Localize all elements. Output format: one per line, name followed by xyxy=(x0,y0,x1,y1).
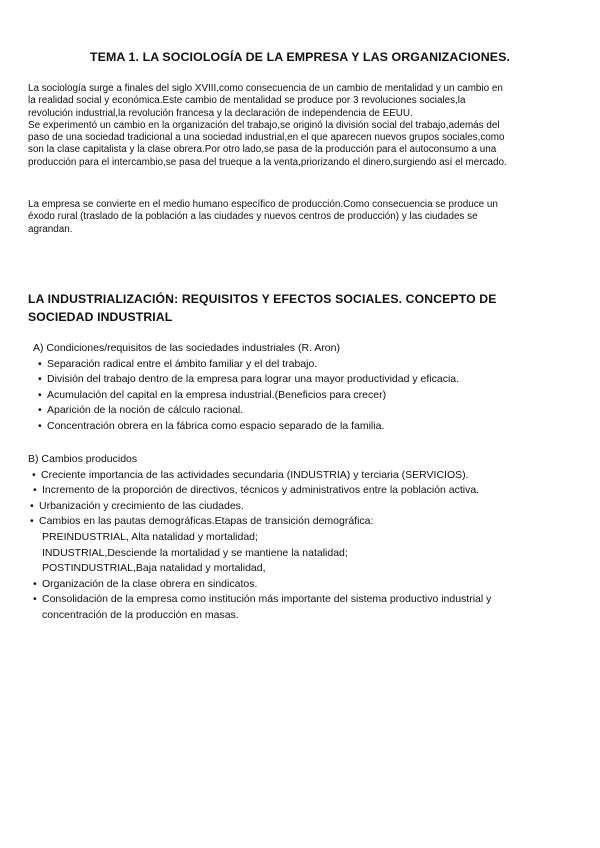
change-item: • Consolidación de la empresa como institución más importante del sistema productivo industrial y xyxy=(28,592,588,608)
condition-item: • Concentración obrera en la fábrica como espacio separado de la familia. xyxy=(28,419,588,435)
demographic-stage: INDUSTRIAL,Desciende la mortalidad y se mantiene la natalidad; xyxy=(42,546,348,559)
condition-item: • División del trabajo dentro de la empresa para lograr una mayor productividad y eficacia. xyxy=(28,372,588,388)
section-heading-line: LA INDUSTRIALIZACIÓN: REQUISITOS Y EFECTOS SOCIALES. CONCEPTO DE xyxy=(28,292,497,306)
document-title: TEMA 1. LA SOCIOLOGÍA DE LA EMPRESA Y LAS ORGANIZACIONES. xyxy=(89,50,511,64)
demographic-stage: POSTINDUSTRIAL,Baja natalidad y mortalidad, xyxy=(42,562,266,575)
condition-item: • Aparición de la noción de cálculo racional. xyxy=(28,403,588,419)
changes-list xyxy=(28,452,588,624)
section-heading-line: SOCIEDAD INDUSTRIAL xyxy=(28,310,173,324)
change-item-continuation: concentración de la producción en masas. xyxy=(42,608,239,621)
intro-line: La sociología surge a finales del siglo XVIII,como consecuencia de un cambio de mentalidad y un cambio en xyxy=(28,83,503,94)
intro-line: revolución industrial,la revolución francesa y la declaración de independencia de EEUU. xyxy=(28,107,413,119)
change-item: • Urbanización y crecimiento de las ciudades. xyxy=(28,499,588,515)
change-item: • Cambios en las pautas demográficas.Etapas de transición demográfica: xyxy=(28,514,588,530)
empresa-line: La empresa se convierte en el medio humano específico de producción.Como consecuencia se produce un xyxy=(28,199,498,210)
intro-line: son la clase capitalista y la clase obrera.Por otro lado,se pasa de la producción para el autoconsumo a una xyxy=(28,144,497,156)
condition-item: • Separación radical entre el ámbito familiar y el del trabajo. xyxy=(28,357,588,373)
demographic-stage: PREINDUSTRIAL, Alta natalidad y mortalidad; xyxy=(42,530,258,543)
intro-line: Se experimentó un cambio en la organización del trabajo,se originó la división social del trabajo,además del xyxy=(28,119,500,131)
section-heading xyxy=(28,290,578,326)
conditions-list xyxy=(28,341,588,435)
change-item: • Organización de la clase obrera en sindicatos. xyxy=(28,577,588,593)
change-item: • Incremento de la proporción de directivos, técnicos y administrativos entre la población activa. xyxy=(28,483,588,499)
intro-line: paso de una sociedad tradicional a una sociedad industrial,en el que aparecen nuevos grupos sociales,como xyxy=(28,132,505,144)
changes-heading: B) Cambios producidos xyxy=(28,453,138,465)
intro-line: producción para el intercambio,se pasa del trueque a la venta,priorizando el dinero,surgiendo así el mercado. xyxy=(28,156,507,168)
intro-line: la realidad social y económica.Este cambio de mentalidad se produce por 3 revoluciones sociales,la xyxy=(28,95,466,107)
change-item: • Creciente importancia de las actividades secundaria (INDUSTRIA) y terciaria (SERVICIOS). xyxy=(28,468,588,484)
empresa-line: éxodo rural (traslado de la población a las ciudades y nuevos centros de producción) y las ciudades se xyxy=(28,211,478,223)
empresa-paragraph xyxy=(28,199,576,236)
conditions-heading: A) Condiciones/requisitos de las sociedades industriales (R. Aron) xyxy=(33,342,340,354)
condition-item: • Acumulación del capital en la empresa industrial.(Beneficios para crecer) xyxy=(28,388,588,404)
intro-paragraph xyxy=(28,83,576,169)
empresa-line: agrandan. xyxy=(28,223,73,235)
